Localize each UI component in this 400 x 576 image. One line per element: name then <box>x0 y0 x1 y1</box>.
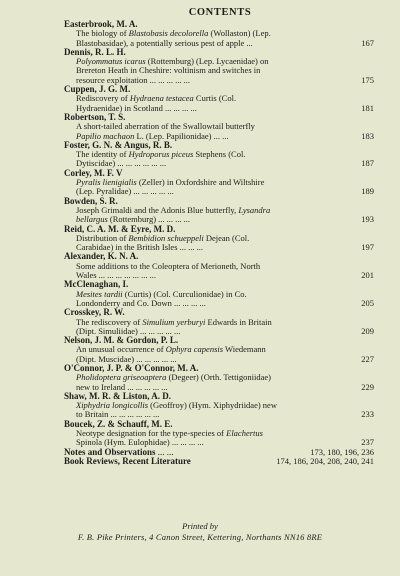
species-name: Ophyra capensis <box>165 344 224 355</box>
printed-by: Printed by <box>182 521 218 531</box>
page-number: 193 <box>361 214 374 225</box>
page-number: 167 <box>361 37 374 48</box>
printer-address: F. B. Pike Printers, 4 Canon Street, Kettering, Northants NN16 8RE <box>77 532 323 542</box>
entry-author: Shaw, M. R. & Liston, A. D. <box>64 390 172 401</box>
entry-title-line[interactable] <box>66 355 374 364</box>
species-name: Simulium yerburyi <box>142 316 206 327</box>
title-text: Spinola (Hym. Eulophidae) ... ... ... ... <box>76 437 204 448</box>
title-text: (Zeller) in Oxfordshire and Wiltshire <box>136 177 265 188</box>
title-text: An unusual occurrence of <box>76 344 166 355</box>
entry-title-line[interactable] <box>66 327 374 336</box>
title-text: A short-tailed aberration of the Swallowtail butterfly <box>76 121 255 132</box>
entry-title-line[interactable] <box>66 76 374 85</box>
entry-title-line[interactable] <box>66 132 374 141</box>
title-text: The rediscovery of <box>76 316 143 327</box>
title-text: Wiedemann <box>223 344 266 355</box>
title-text: resource exploitation ... ... ... ... ... <box>76 74 191 85</box>
entry-author: Robertson, T. S. <box>64 111 126 122</box>
species-name: Hydraena testacea <box>129 93 194 104</box>
page-number: 229 <box>361 381 374 392</box>
title-text: (Dipt. Simuliidae) ... ... ... ... ... <box>76 325 181 336</box>
title-text: Distribution of <box>76 232 129 243</box>
entry-author: Easterbrook, M. A. <box>64 19 138 29</box>
entry-author: Boucek, Z. & Schauff, M. E. <box>64 418 173 429</box>
page-number: 197 <box>361 242 374 253</box>
title-text: Stephens (Col. <box>193 149 246 160</box>
title-text: Curtis (Col. <box>193 93 237 104</box>
page-number: 227 <box>361 353 374 364</box>
page-number: 189 <box>361 186 374 197</box>
entry-author: Foster, G. N. & Angus, R. B. <box>64 139 173 150</box>
entry-author: McClenaghan, I. <box>64 279 129 290</box>
title-text: Londonderry and Co. Down ... ... ... ... <box>76 297 206 308</box>
entry-title-line[interactable] <box>66 410 374 419</box>
page-number: 237 <box>361 437 374 448</box>
reviews-entry[interactable] <box>64 457 374 466</box>
entry-title-line[interactable] <box>66 187 374 196</box>
title-text: Carabidae) in the British Isles ... ... ... <box>76 242 204 253</box>
species-name: Pyralis lienigialis <box>76 177 137 188</box>
title-text: Hydraenidae) in Scotland ... ... ... ... <box>76 102 197 113</box>
title-text: Rediscovery of <box>76 93 130 104</box>
page-number: 209 <box>361 325 374 336</box>
entry-title-line[interactable] <box>66 271 374 280</box>
page-number: 183 <box>361 130 374 141</box>
entry-author: Dennis, R. L. H. <box>64 46 126 57</box>
title-text: Dytiscidae) ... ... ... ... ... ... <box>76 158 167 169</box>
page-number: 201 <box>361 270 374 281</box>
page-number: 187 <box>361 158 374 169</box>
page-number: 175 <box>361 74 374 85</box>
title-text: (Curtis) (Col. Curculionidae) in Co. <box>122 288 247 299</box>
entry-author: Alexander, K. N. A. <box>64 251 139 262</box>
reviews-label: Book Reviews, Recent Literature <box>64 455 191 466</box>
title-text: Dejean (Col. <box>203 232 250 243</box>
title-text: to Britain ... ... ... ... ... ... <box>76 409 160 420</box>
title-text: Edwards in Britain <box>205 316 272 327</box>
title-text: (Rottemburg) ... ... ... ... <box>107 214 191 225</box>
title-text: Wales ... ... ... ... ... ... ... <box>76 270 157 281</box>
entry-author: Corley, M. F. V <box>64 167 123 178</box>
species-name: Lysandra <box>238 204 271 215</box>
entry-author: O'Connor, J. P. & O'Connor, M. A. <box>64 362 199 373</box>
contents-list <box>66 20 374 448</box>
title-text: Joseph Grimaldi and the Adonis Blue butterfly, <box>76 204 239 215</box>
reviews-pages: 174, 186, 204, 208, 240, 241 <box>276 455 374 466</box>
entry-author: Bowden, S. R. <box>64 195 118 206</box>
page-number: 181 <box>361 102 374 113</box>
title-text: Brereton Heath in Cheshire: voltinism and switches in <box>76 65 261 76</box>
entry-title-line[interactable] <box>66 243 374 252</box>
notes-dots: ... ... <box>157 446 174 457</box>
page-title: CONTENTS <box>188 7 252 18</box>
title-text: (Geoffroy) (Hym. Xiphydriidae) new <box>148 400 277 411</box>
species-name: Polyommatus icarus <box>76 56 146 67</box>
title-text: The biology of <box>76 28 129 39</box>
species-name: bellargus <box>76 214 108 225</box>
entry-title-line[interactable] <box>66 299 374 308</box>
entry-title-line[interactable] <box>66 383 374 392</box>
title-text: (Degeer) (Orth. Tettigoniidae) <box>166 372 271 383</box>
notes-pages: 173, 180, 196, 236 <box>310 446 374 457</box>
title-text: (Lep. Pyralidae) ... ... ... ... ... <box>76 186 174 197</box>
title-text: Blastobasidae), a potentially serious pest of apple ... <box>76 37 253 48</box>
entry-title-line[interactable] <box>66 39 374 48</box>
species-name: Bembidion schueppeli <box>128 232 204 243</box>
page-number: 205 <box>361 297 374 308</box>
title-text: L. (Lep. Papilionidae) ... ... <box>134 130 229 141</box>
title-text: (Rottemburg) (Lep. Lycaenidae) on <box>145 56 269 67</box>
species-name: Hydroporus piceus <box>128 149 194 160</box>
title-text: Some additions to the Coleoptera of Merioneth, North <box>76 260 261 271</box>
entry-title-line[interactable] <box>66 159 374 168</box>
title-text: (Wollaston) (Lep. <box>208 28 271 39</box>
entry-author: Reid, C. A. M. & Eyre, M. D. <box>64 223 176 234</box>
entry-author: Cuppen, J. G. M. <box>64 84 131 95</box>
species-name: Elachertus <box>226 428 263 439</box>
title-text: The identity of <box>76 149 129 160</box>
species-name: Papilio machaon <box>76 130 135 141</box>
entry-author: Nelson, J. M. & Gordon, P. L. <box>64 335 179 346</box>
entry-author: Crosskey, R. W. <box>64 307 125 318</box>
entry-title-line[interactable] <box>66 215 374 224</box>
notes-label: Notes and Observations <box>64 446 156 457</box>
page-number: 233 <box>361 409 374 420</box>
species-name: Blastobasis decolorella <box>128 28 209 39</box>
entry-title-line[interactable] <box>66 104 374 113</box>
species-name: Mesites tardii <box>76 288 123 299</box>
title-text: (Dipt. Muscidae) ... ... ... ... ... <box>76 353 177 364</box>
species-name: Pholidoptera griseoaptera <box>76 372 167 383</box>
title-text: new to Ireland ... ... ... ... ... <box>76 381 168 392</box>
species-name: Xiphydria longicollis <box>76 400 149 411</box>
title-text: Neotype designation for the type-species of <box>76 428 227 439</box>
